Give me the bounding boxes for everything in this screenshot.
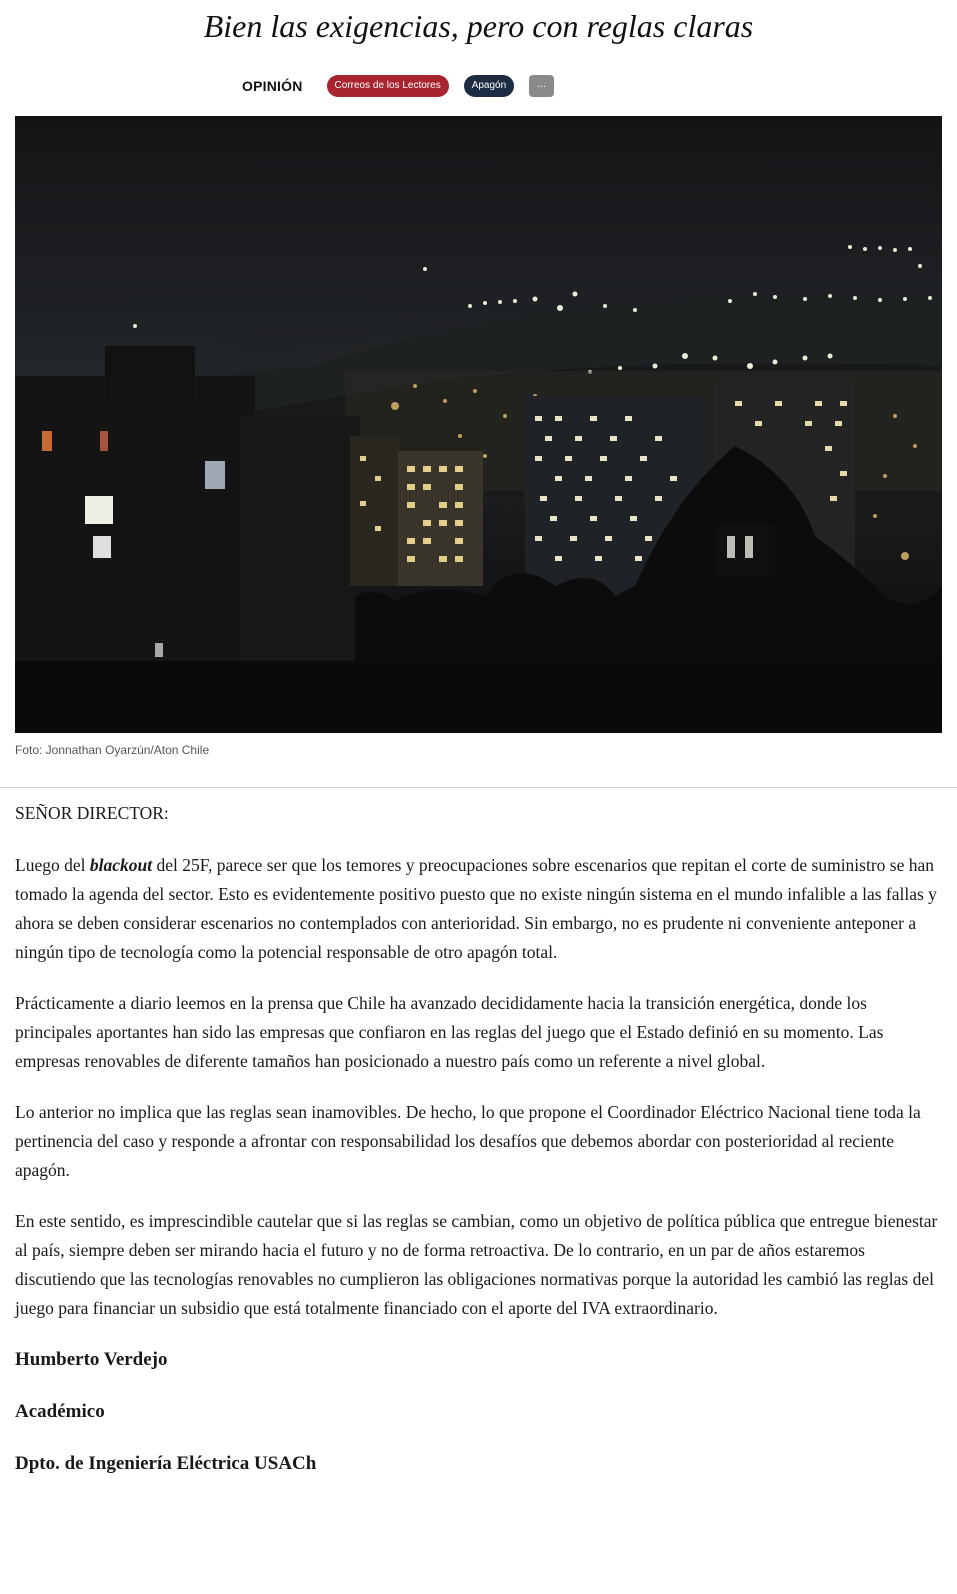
divider — [0, 787, 957, 788]
paragraph-4: En este sentido, es imprescindible cautelar que si las reglas se cambian, como un objetivo de política pública que entregue bienestar al país, siempre deben ser mirando hacia el futuro y no de forma retroactiva. De lo contrario, en un par de años estaremos discutiendo que las tecnologías renovables no cumplieron las obligaciones normativas porque la autoridad les cambió las reglas del juego para financiar un subsidio que está totalmente financiado con el aporte del IVA extraordinario. — [15, 1211, 938, 1318]
paragraph-1-rest: del 25F, parece ser que los temores y preocupaciones sobre escenarios que repitan el corte de suministro se han tomado la agenda del sector. Esto es evidentemente positivo puesto que no existe ningún sistema en el mundo infalible a las fallas y ahora se deben considerar escenarios no contemplados con anterioridad. Sin embargo, no es prudente ni conveniente anteponer a ningún tipo de tecnología como la potencial responsable de otro apagón total. — [15, 855, 937, 962]
paragraph-1-lead: Luego del — [15, 855, 90, 875]
author-title: Académico — [15, 1401, 105, 1422]
article-headline: Bien las exigencias, pero con reglas claras — [203, 8, 754, 44]
paragraph-3: Lo anterior no implica que las reglas sean inamovibles. De hecho, lo que propone el Coordinador Eléctrico Nacional tiene toda la pertinencia del caso y responde a afrontar con responsabilidad los desafíos que debemos abordar con posterioridad al reciente apagón. — [15, 1102, 921, 1180]
blackout-emphasis: blackout — [89, 855, 153, 875]
author-name: Humberto Verdejo — [15, 1349, 168, 1370]
tag-apagon[interactable]: Apagón — [464, 75, 514, 97]
tag-correos-de-los-lectores[interactable]: Correos de los Lectores — [327, 75, 449, 97]
section-label[interactable]: OPINIÓN — [242, 78, 303, 94]
article-photo — [15, 116, 942, 733]
photo-caption: Foto: Jonnathan Oyarzún/Aton Chile — [15, 743, 210, 757]
author-affiliation: Dpto. de Ingeniería Eléctrica USACh — [15, 1453, 317, 1474]
more-tags-button[interactable]: ... — [529, 75, 554, 97]
paragraph-2: Prácticamente a diario leemos en la prensa que Chile ha avanzado decididamente hacia la transición energética, donde los principales aportantes han sido las empresas que confiaron en las reglas del juego que el Estado definió en su momento. Las empresas renovables de diferente tamaños han posicionado a nuestro país como un referente a nivel global. — [15, 993, 884, 1071]
paragraph-1 — [15, 851, 942, 967]
tag-bar — [242, 75, 569, 97]
letter-greeting: SEÑOR DIRECTOR: — [15, 803, 169, 823]
article-body — [15, 799, 942, 1501]
